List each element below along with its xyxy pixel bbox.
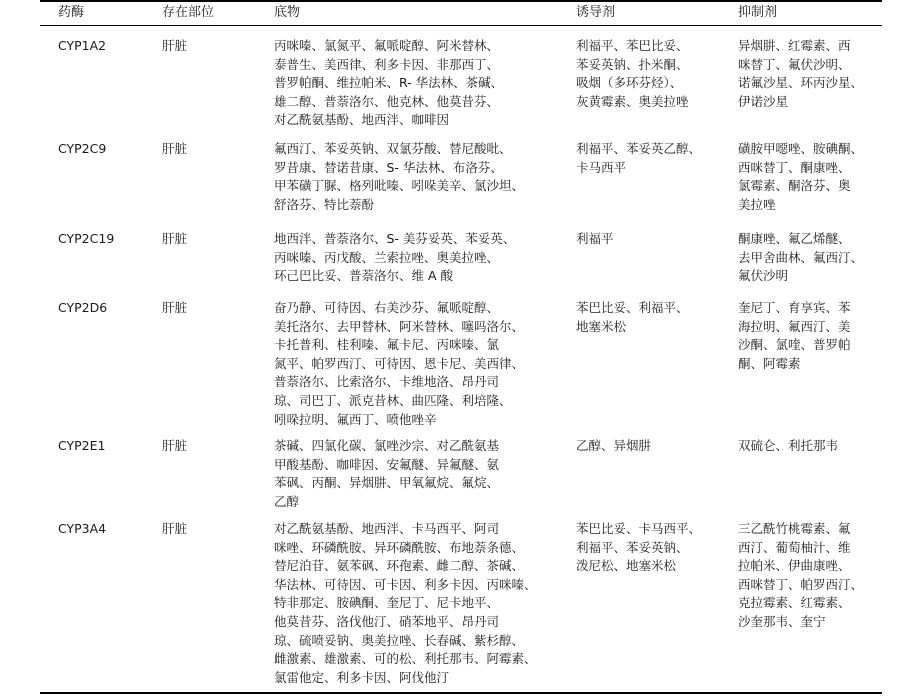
cell-line: 地塞米松 (576, 318, 627, 334)
cell-line: 克拉霉素、红霉素、 (738, 595, 851, 611)
cell-line: 咪替丁、氟伏沙明、 (738, 56, 851, 72)
cell-line: CYP2D6 (58, 300, 108, 315)
cell-line: 苯妥英钠、扑米酮、 (576, 56, 689, 72)
cell-line: CYP3A4 (58, 521, 107, 536)
cell-line: 灰黄霉素、奥美拉唑 (576, 93, 689, 109)
cell-line: 苯巴比妥、卡马西平、 (576, 521, 702, 536)
cell-inducers (576, 437, 651, 456)
cell-line: 三乙酰竹桃霉素、氟 (738, 521, 851, 536)
cell-line: 伊诺沙星 (738, 93, 789, 109)
cell-line: 乙醇、异烟肼 (576, 438, 652, 453)
cell-line: 去甲舍曲林、氟西汀、 (738, 249, 864, 265)
cell-line: 普萘洛尔、比索洛尔、卡维地洛、昂丹司 (274, 374, 500, 390)
cell-line: 肝脏 (162, 438, 188, 453)
cell-inducers (576, 230, 614, 249)
cell-line: 肝脏 (162, 521, 188, 536)
header-inhibitors: 抑制剂 (738, 5, 778, 20)
cell-line: 磺胺甲噁唑、胺碘酮、 (738, 141, 864, 156)
cell-enzyme (58, 37, 106, 56)
cell-line: 酮康唑、氟乙烯醚、 (738, 231, 851, 246)
cell-line: CYP2C19 (58, 231, 115, 246)
cell-inducers (576, 520, 701, 576)
header-location: 存在部位 (162, 5, 215, 20)
cell-line: 环己巴比妥、普萘洛尔、维 A 酸 (274, 268, 453, 284)
cell-substrates (274, 437, 499, 511)
cell-inducers (576, 140, 701, 177)
cell-line: 奋乃静、可待因、右美沙芬、氟哌啶醇、 (274, 300, 500, 315)
cell-enzyme (58, 140, 106, 159)
cell-line: 乙醇 (274, 493, 300, 509)
cell-substrates (274, 299, 524, 429)
cell-line: 利福平、苯妥英乙醇、 (576, 141, 702, 156)
cell-location (162, 437, 187, 456)
cell-line: 咪唑、环磷酰胺、异环磷酰胺、布地萘条德、 (274, 539, 525, 555)
cell-line: 异烟肼、红霉素、西 (738, 38, 851, 53)
cell-line: 琼、硫喷妥钠、奥美拉唑、长春碱、紫杉醇、 (274, 632, 525, 648)
cell-line: 拉帕米、伊曲康唑、 (738, 558, 851, 574)
cell-line: 卡马西平 (576, 159, 627, 175)
cell-line: 利福平 (576, 231, 614, 246)
cell-location (162, 37, 187, 56)
cell-line: 奎尼丁、育享宾、苯 (738, 300, 851, 315)
cell-line: 肝脏 (162, 38, 188, 53)
cell-line: 沙奎那韦、奎宁 (738, 613, 826, 629)
cell-line: 西咪替丁、帕罗西汀、 (738, 576, 864, 592)
cell-line: 丙咪嗪、丙戊酸、兰索拉唑、奥美拉唑、 (274, 249, 500, 265)
header-inducers: 诱导剂 (576, 5, 616, 20)
cell-line: 对乙酰氨基酚、地西泮、咖啡因 (274, 112, 450, 128)
cell-line: 泼尼松、地塞米松 (576, 558, 677, 574)
cell-location (162, 140, 187, 159)
cell-line: 苯砜、丙酮、异烟肼、甲氧氟烷、氟烷、 (274, 475, 500, 491)
cell-line: 丙咪嗪、氯氮平、氟哌啶醇、阿米替林、 (274, 38, 500, 53)
cell-line: 普罗帕酮、维拉帕米、R- 华法林、茶碱、 (274, 75, 504, 91)
cell-line: 美托洛尔、去甲替林、阿米替林、噻吗洛尔、 (274, 318, 525, 334)
cell-line: CYP2E1 (58, 438, 106, 453)
header-enzyme: 药酶 (58, 5, 85, 20)
cell-line: 西咪替丁、酮康唑、 (738, 159, 851, 175)
cell-inhibitors (738, 437, 838, 456)
cell-line: 氟西汀、苯妥英钠、双氯芬酸、替尼酸吡、 (274, 141, 512, 156)
cell-inducers (576, 299, 689, 336)
cell-location (162, 230, 187, 249)
cell-line: 利福平、苯妥英钠、 (576, 539, 689, 555)
cell-line: 琼、司巴丁、派克昔林、曲匹隆、利培隆、 (274, 392, 512, 408)
cell-inducers (576, 37, 689, 111)
cell-inhibitors (738, 37, 863, 111)
cell-line: 西汀、葡萄柚汁、维 (738, 539, 851, 555)
cell-substrates (274, 230, 515, 286)
cell-line: 吲哚拉明、氟西丁、喷他唑辛 (274, 411, 437, 427)
cell-line: 茶碱、四氯化碳、氯唑沙宗、对乙酰氨基 (274, 438, 500, 453)
cell-line: 苯巴比妥、利福平、 (576, 300, 689, 315)
cell-line: 双硫仑、利托那韦 (738, 438, 839, 453)
cell-inhibitors (738, 140, 863, 214)
cell-line: 卡托普利、桂利嗪、氟卡尼、丙咪嗪、氯 (274, 337, 500, 353)
cell-location (162, 299, 187, 318)
cell-line: 利福平、苯巴比妥、 (576, 38, 689, 53)
cell-substrates (274, 37, 503, 130)
cell-line: 华法林、可待因、可卡因、利多卡因、丙咪嗪、 (274, 576, 537, 592)
cell-line: 诺氟沙星、环丙沙星、 (738, 75, 864, 91)
cell-enzyme (58, 230, 114, 249)
cell-line: 海拉明、氟西汀、美 (738, 318, 851, 334)
cell-line: 泰普生、美西律、利多卡因、非那西丁、 (274, 56, 500, 72)
cell-line: 肝脏 (162, 231, 188, 246)
cell-line: 美拉唑 (738, 196, 776, 212)
cell-line: 肝脏 (162, 141, 188, 156)
cell-line: 雄二醇、普萘洛尔、他克林、他莫昔芬、 (274, 93, 500, 109)
table-top-rule (40, 0, 882, 2)
cell-line: 替尼泊苷、氨苯砜、环孢素、雌二醇、茶碱、 (274, 558, 525, 574)
cell-location (162, 520, 187, 539)
cell-substrates (274, 140, 524, 214)
cell-line: 沙酮、氯喹、普罗帕 (738, 337, 851, 353)
table-header-rule (40, 25, 882, 26)
cell-line: 特非那定、胺碘酮、奎尼丁、尼卡地平、 (274, 595, 500, 611)
cell-line: 氟伏沙明 (738, 268, 789, 284)
cell-line: 吸烟（多环芬烃）、 (576, 75, 683, 91)
cell-line: 肝脏 (162, 300, 188, 315)
cell-line: 他莫昔芬、洛伐他汀、硝苯地平、昂丹司 (274, 613, 500, 629)
cell-line: 对乙酰氨基酚、地西泮、卡马西平、阿司 (274, 521, 500, 536)
cell-line: 氯霉素、酮洛芬、奥 (738, 178, 851, 194)
cell-line: CYP2C9 (58, 141, 107, 156)
cell-line: 罗昔康、替诺昔康、S- 华法林、布洛芬、 (274, 159, 503, 175)
cell-inhibitors (738, 230, 863, 286)
cell-inhibitors (738, 520, 863, 632)
cell-line: 甲苯磺丁脲、格列吡嗪、吲哚美辛、氯沙坦、 (274, 178, 525, 194)
cell-line: 雌激素、雄激素、可的松、利托那韦、阿霉素、 (274, 651, 537, 667)
cell-substrates (274, 520, 537, 687)
cell-line: 舒洛芬、特比萘酚 (274, 196, 375, 212)
cell-line: 氮平、帕罗西汀、可待因、恩卡尼、美西律、 (274, 355, 525, 371)
cell-line: 甲酸基酚、咖啡因、安氟醚、异氟醚、氨 (274, 456, 500, 472)
header-substrates: 底物 (274, 5, 301, 20)
cell-enzyme (58, 520, 106, 539)
cell-line: 地西泮、普萘洛尔、S- 美芬妥英、苯妥英、 (274, 231, 516, 246)
cell-line: CYP1A2 (58, 38, 107, 53)
table-bottom-rule (40, 692, 882, 694)
cell-line: 酮、阿霉素 (738, 355, 801, 371)
cell-line: 氯雷他定、利多卡因、阿伐他汀 (274, 669, 450, 685)
cell-enzyme (58, 299, 107, 318)
cell-enzyme (58, 437, 106, 456)
cell-inhibitors (738, 299, 851, 373)
